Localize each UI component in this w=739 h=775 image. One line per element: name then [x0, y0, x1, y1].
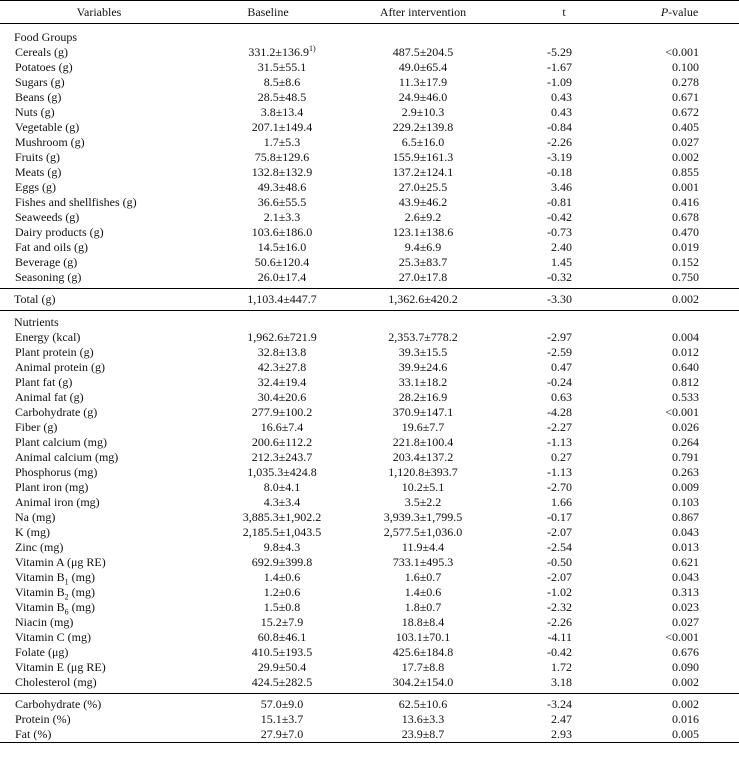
total-baseline: 1,103.4±447.7	[198, 289, 338, 311]
t-value: -1.67	[547, 60, 572, 74]
after-value: 3,939.3±1,799.5	[383, 510, 463, 524]
variable-name-subscript: 6	[64, 607, 69, 617]
baseline-value: 2.1±3.3	[263, 210, 301, 224]
p-value: 0.671	[672, 90, 699, 104]
t-value: 0.43	[551, 90, 572, 104]
variable-name-subscript: 2	[64, 592, 69, 602]
t-value: -2.54	[547, 540, 572, 554]
p-value: 0.023	[672, 600, 699, 614]
variable-name: Fiber (g)	[15, 420, 58, 434]
table-row	[0, 694, 739, 713]
p-value: 0.019	[672, 240, 699, 254]
t-value: -2.32	[547, 600, 572, 614]
p-value: 0.012	[672, 345, 699, 359]
baseline-value: 103.6±186.0	[251, 225, 313, 239]
table-row	[0, 330, 739, 345]
variable-name-unit: (mg)	[68, 585, 95, 599]
baseline-value: 49.3±48.6	[257, 180, 307, 194]
variable-name: Fishes and shellfishes (g)	[15, 195, 137, 209]
t-value: 2.93	[508, 727, 620, 743]
after-value: 733.1±495.3	[392, 555, 454, 569]
t-value: 2.40	[551, 240, 572, 254]
variable-name: Plant fat (g)	[15, 375, 73, 389]
table-row	[0, 195, 739, 210]
variable-name: Animal fat (g)	[15, 390, 84, 404]
header-p-rest: -value	[668, 4, 699, 19]
after-value: 203.4±137.2	[392, 450, 454, 464]
p-value: 0.313	[672, 585, 699, 599]
variable-name: Plant calcium (mg)	[15, 435, 107, 449]
after-value: 39.9±24.6	[398, 360, 448, 374]
total-row	[0, 289, 739, 311]
variable-name: Energy (kcal)	[15, 330, 81, 344]
variable-name: Cereals (g)	[15, 45, 68, 59]
variable-name: Folate (μg)	[15, 645, 69, 659]
after-value: 11.3±17.9	[398, 75, 448, 89]
variable-name-subscript: 1	[64, 577, 69, 587]
baseline-value: 1.2±0.6	[263, 585, 301, 599]
t-value: -1.13	[547, 465, 572, 479]
variable-name: Beans (g)	[15, 90, 62, 104]
t-value: -1.13	[547, 435, 572, 449]
baseline-value: 15.2±7.9	[260, 615, 304, 629]
after-value: 2.9±10.3	[401, 105, 445, 119]
after-value: 62.5±10.6	[338, 694, 508, 713]
t-value: -2.27	[547, 420, 572, 434]
p-value: 0.005	[620, 727, 739, 743]
p-value: 0.405	[672, 120, 699, 134]
variable-name: Niacin (mg)	[15, 615, 74, 629]
table-row	[0, 375, 739, 390]
variable-name: Vitamin C (mg)	[15, 630, 91, 644]
after-value: 370.9±147.1	[392, 405, 454, 419]
variable-name: Vegetable (g)	[15, 120, 80, 134]
after-value: 43.9±46.2	[398, 195, 448, 209]
t-value: -2.07	[547, 525, 572, 539]
p-value: 0.016	[672, 712, 699, 726]
baseline-value: 14.5±16.0	[257, 240, 307, 254]
baseline-value: 1,962.6±721.9	[247, 330, 317, 344]
baseline-value: 2,185.5±1,043.5	[242, 525, 322, 539]
section-heading-row	[0, 311, 739, 331]
variable-name	[0, 600, 198, 615]
t-value: -2.07	[547, 570, 572, 584]
table-row	[0, 585, 739, 600]
variable-name: Vitamin E (μg RE)	[15, 660, 106, 674]
t-value: 3.46	[551, 180, 572, 194]
p-value: 0.013	[672, 540, 699, 554]
table-body	[0, 24, 739, 743]
variable-name: Protein (%)	[15, 712, 71, 726]
table-row	[0, 510, 739, 525]
baseline-value: 207.1±149.4	[251, 120, 313, 134]
baseline-value: 410.5±193.5	[251, 645, 313, 659]
variable-name: Beverage (g)	[15, 255, 78, 269]
t-value: -2.70	[547, 480, 572, 494]
t-value: -0.42	[547, 210, 572, 224]
p-value: 0.027	[672, 615, 699, 629]
baseline-value: 132.8±132.9	[251, 165, 313, 179]
variable-name: Animal protein (g)	[15, 360, 105, 374]
baseline-value: 50.6±120.4	[254, 255, 310, 269]
t-value: -0.73	[547, 225, 572, 239]
after-value: 2,577.5±1,036.0	[383, 525, 463, 539]
variable-name: Mushroom (g)	[15, 135, 85, 149]
t-value: -0.81	[547, 195, 572, 209]
p-value: 0.264	[672, 435, 699, 449]
p-value: 0.672	[672, 105, 699, 119]
t-value: -2.59	[547, 345, 572, 359]
variable-name: Vitamin A (μg RE)	[15, 555, 106, 569]
variable-name: Fat and oils (g)	[15, 240, 88, 254]
table-row	[0, 675, 739, 694]
t-value: 2.47	[551, 712, 572, 726]
footnote-marker: 1)	[308, 44, 316, 53]
variable-name: Seaweeds (g)	[15, 210, 80, 224]
header-p-value	[620, 1, 739, 24]
variable-name	[0, 570, 198, 585]
after-value: 1.8±0.7	[404, 600, 442, 614]
table-row	[0, 165, 739, 180]
variable-name	[0, 585, 198, 600]
table-row	[0, 345, 739, 360]
baseline-value	[198, 45, 338, 60]
variable-name: Carbohydrate (g)	[15, 405, 98, 419]
variable-name-unit: (mg)	[68, 570, 95, 584]
variable-name: Animal iron (mg)	[15, 495, 100, 509]
after-value: 2,353.7±778.2	[388, 330, 458, 344]
after-value: 27.0±25.5	[398, 180, 448, 194]
variable-name-text: Vitamin B	[15, 570, 65, 584]
table-row	[0, 615, 739, 630]
t-value: -1.09	[547, 75, 572, 89]
p-value: <0.001	[665, 630, 699, 644]
baseline-value: 692.9±399.8	[251, 555, 313, 569]
table-row	[0, 390, 739, 405]
variable-name: Carbohydrate (%)	[0, 694, 198, 713]
table-row	[0, 135, 739, 150]
p-value: 0.027	[672, 135, 699, 149]
total-p: 0.002	[620, 289, 739, 311]
header-p-italic: P	[660, 4, 669, 19]
p-value: 0.043	[672, 570, 699, 584]
baseline-value: 32.8±13.8	[257, 345, 307, 359]
baseline-value: 277.9±100.2	[251, 405, 313, 419]
t-value: -2.26	[547, 135, 572, 149]
table-row	[0, 540, 739, 555]
after-value: 18.8±8.4	[401, 615, 445, 629]
p-value: 0.640	[672, 360, 699, 374]
table-row	[0, 120, 739, 135]
after-value: 23.9±8.7	[338, 727, 508, 743]
t-value: -0.50	[547, 555, 572, 569]
table-row	[0, 75, 739, 90]
p-value: <0.001	[665, 405, 699, 419]
after-value: 11.9±4.4	[401, 540, 445, 554]
p-value: 0.621	[672, 555, 699, 569]
p-value: 0.103	[672, 495, 699, 509]
after-value: 6.5±16.0	[401, 135, 445, 149]
after-value: 39.3±15.5	[398, 345, 448, 359]
p-value: 0.152	[672, 255, 699, 269]
baseline-value: 9.8±4.3	[263, 540, 301, 554]
t-value: 3.18	[551, 675, 572, 689]
table-row	[0, 465, 739, 480]
baseline-value: 8.5±8.6	[263, 75, 301, 89]
p-value: 0.009	[672, 480, 699, 494]
t-value: -0.17	[547, 510, 572, 524]
table-row	[0, 727, 739, 743]
baseline-value: 36.6±55.5	[257, 195, 307, 209]
after-value: 25.3±83.7	[398, 255, 448, 269]
t-value: -0.24	[547, 375, 572, 389]
baseline-value: 30.4±20.6	[257, 390, 307, 404]
after-value: 28.2±16.9	[398, 390, 448, 404]
baseline-value: 1.5±0.8	[263, 600, 301, 614]
baseline-value: 57.0±9.0	[198, 694, 338, 713]
variable-name: Plant iron (mg)	[15, 480, 89, 494]
variable-name: Nuts (g)	[15, 105, 55, 119]
table-row	[0, 150, 739, 165]
after-value: 2.6±9.2	[404, 210, 442, 224]
t-value: 0.43	[551, 105, 572, 119]
variable-name: Zinc (mg)	[15, 540, 64, 554]
baseline-value: 8.0±4.1	[263, 480, 301, 494]
t-value: -5.29	[547, 45, 572, 59]
after-value: 304.2±154.0	[392, 675, 454, 689]
variable-name: Seasoning (g)	[15, 270, 82, 284]
p-value: 0.812	[672, 375, 699, 389]
baseline-value: 1.4±0.6	[263, 570, 301, 584]
total-after: 1,362.6±420.2	[338, 289, 508, 311]
variable-name: Fat (%)	[0, 727, 198, 743]
after-value: 17.7±8.8	[401, 660, 445, 674]
t-value: 0.47	[551, 360, 572, 374]
t-value: 0.63	[551, 390, 572, 404]
baseline-value-text: 331.2±136.9	[248, 45, 309, 59]
after-value: 49.0±65.4	[398, 60, 448, 74]
after-value: 33.1±18.2	[398, 375, 448, 389]
baseline-value: 3.8±13.4	[260, 105, 304, 119]
baseline-value: 60.8±46.1	[257, 630, 307, 644]
after-value: 487.5±204.5	[392, 45, 454, 59]
p-value: 0.278	[672, 75, 699, 89]
t-value: -0.42	[547, 645, 572, 659]
after-value: 1.4±0.6	[404, 585, 442, 599]
baseline-value: 26.0±17.4	[257, 270, 307, 284]
p-value: 0.416	[672, 195, 699, 209]
table-row	[0, 555, 739, 570]
p-value: 0.002	[672, 150, 699, 164]
baseline-value: 75.8±129.6	[254, 150, 310, 164]
table-row	[0, 630, 739, 645]
p-value: 0.001	[672, 180, 699, 194]
table-row	[0, 225, 739, 240]
p-value: 0.791	[672, 450, 699, 464]
variable-name: Phosphorus (mg)	[15, 465, 98, 479]
baseline-value: 27.9±7.0	[198, 727, 338, 743]
p-value: 0.002	[620, 694, 739, 713]
p-value: 0.750	[672, 270, 699, 284]
t-value: -1.02	[547, 585, 572, 599]
p-value: 0.263	[672, 465, 699, 479]
p-value: 0.678	[672, 210, 699, 224]
variable-name-unit: (mg)	[68, 600, 95, 614]
after-value: 9.4±6.9	[404, 240, 442, 254]
after-value: 221.8±100.4	[392, 435, 454, 449]
t-value: 1.66	[551, 495, 572, 509]
header-after-intervention: After intervention	[338, 1, 508, 24]
variable-name: K (mg)	[15, 525, 50, 539]
table-row	[0, 435, 739, 450]
after-value: 229.2±139.8	[392, 120, 454, 134]
table-row	[0, 105, 739, 120]
table-row	[0, 712, 739, 727]
t-value: 1.72	[551, 660, 572, 674]
t-value: -2.26	[547, 615, 572, 629]
baseline-value: 424.5±282.5	[251, 675, 313, 689]
variable-name: Eggs (g)	[15, 180, 56, 194]
baseline-value: 28.5±48.5	[257, 90, 307, 104]
p-value: 0.004	[672, 330, 699, 344]
table-row	[0, 600, 739, 615]
baseline-value: 31.5±55.1	[257, 60, 307, 74]
t-value: 0.27	[551, 450, 572, 464]
p-value: 0.090	[672, 660, 699, 674]
after-value: 13.6±3.3	[401, 712, 445, 726]
variable-name: Na (mg)	[15, 510, 56, 524]
variable-name-text: Vitamin B	[15, 585, 65, 599]
t-value: -4.11	[547, 630, 572, 644]
baseline-value: 1,035.3±424.8	[247, 465, 317, 479]
baseline-value: 32.4±19.4	[257, 375, 307, 389]
variable-name: Cholesterol (mg)	[15, 675, 97, 689]
table-row	[0, 570, 739, 585]
p-value: 0.100	[672, 60, 699, 74]
p-value: <0.001	[665, 45, 699, 59]
baseline-value: 29.9±50.4	[257, 660, 307, 674]
table-row	[0, 270, 739, 289]
after-value: 24.9±46.0	[398, 90, 448, 104]
table-header	[0, 1, 739, 24]
baseline-value: 4.3±3.4	[263, 495, 301, 509]
after-value: 19.6±7.7	[401, 420, 445, 434]
table-row	[0, 45, 739, 60]
table-row	[0, 240, 739, 255]
table-row	[0, 90, 739, 105]
p-value: 0.855	[672, 165, 699, 179]
p-value: 0.676	[672, 645, 699, 659]
baseline-value: 16.6±7.4	[260, 420, 304, 434]
baseline-value: 212.3±243.7	[251, 450, 313, 464]
t-value: -3.24	[508, 694, 620, 713]
p-value: 0.533	[672, 390, 699, 404]
p-value: 0.867	[672, 510, 699, 524]
table-row	[0, 180, 739, 195]
variable-name: Animal calcium (mg)	[15, 450, 119, 464]
t-value: -3.19	[547, 150, 572, 164]
t-value: -0.84	[547, 120, 572, 134]
table-row	[0, 660, 739, 675]
after-value: 10.2±5.1	[401, 480, 445, 494]
table-row	[0, 495, 739, 510]
table-row	[0, 525, 739, 540]
baseline-value: 1.7±5.3	[263, 135, 301, 149]
t-value: 1.45	[551, 255, 572, 269]
header-variables: Variables	[0, 1, 198, 24]
after-value: 3.5±2.2	[404, 495, 442, 509]
section-food-groups: Food Groups	[14, 30, 78, 44]
p-value: 0.470	[672, 225, 699, 239]
p-value: 0.026	[672, 420, 699, 434]
after-value: 27.0±17.8	[398, 270, 448, 284]
variable-name-text: Vitamin B	[15, 600, 65, 614]
table-row	[0, 405, 739, 420]
table-row	[0, 645, 739, 660]
variable-name: Dairy products (g)	[15, 225, 104, 239]
t-value: -2.97	[547, 330, 572, 344]
t-value: -0.32	[547, 270, 572, 284]
header-baseline: Baseline	[198, 1, 338, 24]
variable-name: Fruits (g)	[15, 150, 60, 164]
baseline-value: 15.1±3.7	[260, 712, 304, 726]
p-value: 0.002	[672, 675, 699, 689]
after-value: 1.6±0.7	[404, 570, 442, 584]
after-value: 425.6±184.8	[392, 645, 454, 659]
variable-name: Meats (g)	[15, 165, 62, 179]
table-row	[0, 450, 739, 465]
t-value: -0.18	[547, 165, 572, 179]
total-label: Total (g)	[0, 289, 198, 311]
baseline-value: 42.3±27.8	[257, 360, 307, 374]
table-row	[0, 480, 739, 495]
baseline-value: 3,885.3±1,902.2	[242, 510, 322, 524]
variable-name: Sugars (g)	[15, 75, 65, 89]
header-t: t	[508, 1, 620, 24]
after-value: 123.1±138.6	[392, 225, 454, 239]
after-value: 137.2±124.1	[392, 165, 454, 179]
after-value: 155.9±161.3	[392, 150, 454, 164]
table-row	[0, 210, 739, 225]
p-value: 0.043	[672, 525, 699, 539]
baseline-value: 200.6±112.2	[251, 435, 313, 449]
variable-name: Potatoes (g)	[15, 60, 73, 74]
total-t: -3.30	[508, 289, 620, 311]
after-value: 1,120.8±393.7	[388, 465, 458, 479]
table-row	[0, 60, 739, 75]
table-row	[0, 360, 739, 375]
variable-name: Plant protein (g)	[15, 345, 94, 359]
section-heading-row	[0, 24, 739, 46]
section-nutrients: Nutrients	[0, 311, 739, 331]
table-row	[0, 420, 739, 435]
table-row	[0, 255, 739, 270]
t-value: -4.28	[547, 405, 572, 419]
after-value: 103.1±70.1	[395, 630, 451, 644]
